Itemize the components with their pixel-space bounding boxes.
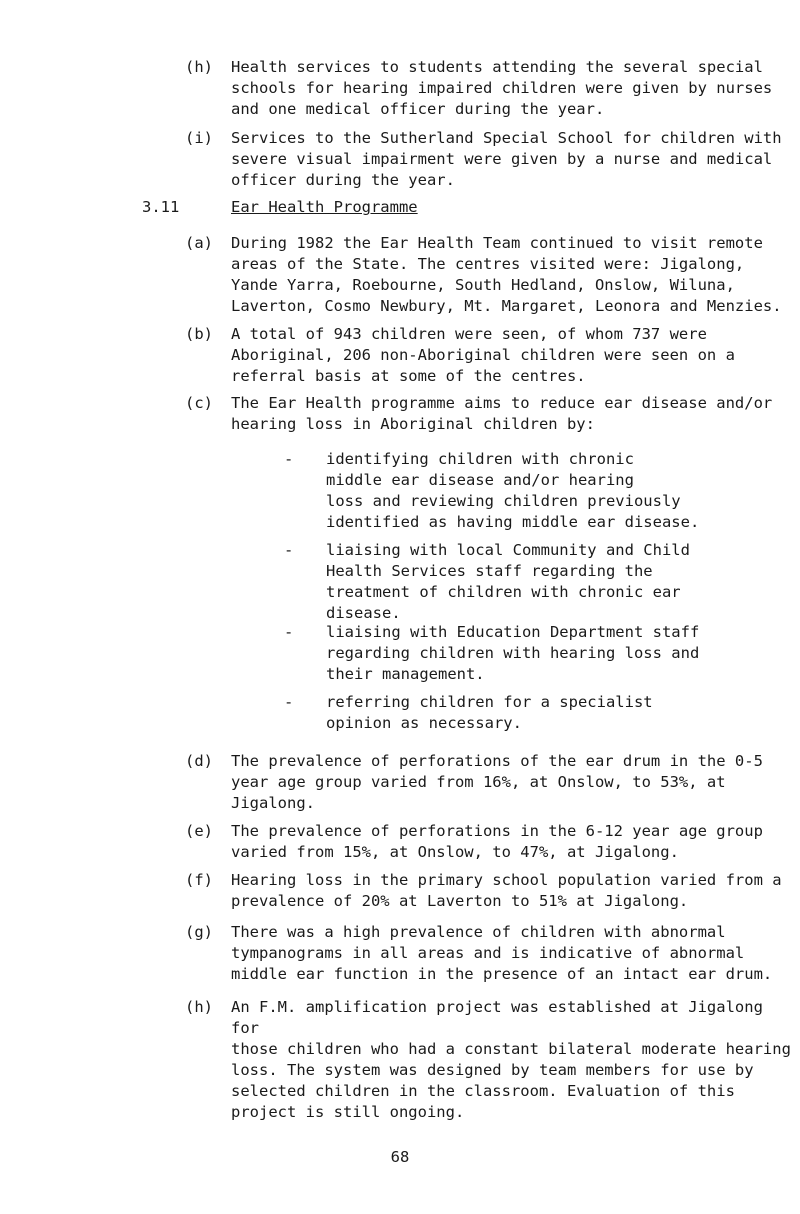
bullet-dash: - [284,693,294,711]
bullet-text: liaising with Education Department staff regarding children with hearing loss and their management. [326,623,700,683]
item-label: (f) [185,871,213,889]
item-text: Services to the Sutherland Special School for children with severe visual impairment were given by a nurse and medical officer during the year. [231,129,782,189]
bullet-dash: - [284,541,294,559]
section-title: Ear Health Programme [231,198,418,216]
item-label: (h) [185,998,213,1016]
item-label: (c) [185,394,213,412]
bullet-dash: - [284,450,294,468]
item-label: (g) [185,923,213,941]
item-text: Health services to students attending the several special schools for hearing impaired children were given by nurses and one medical officer during the year. [231,58,773,118]
item-label: (h) [185,58,213,76]
item-text: An F.M. amplification project was established at Jigalong for those children who had a constant bilateral moderate hearing loss. The system was designed by team members for use by selected children in the classroom. Evaluation of this project is still ongoing. [231,998,791,1121]
item-text: There was a high prevalence of children with abnormal tympanograms in all areas and is indicative of abnormal middle ear function in the presence of an intact ear drum. [231,923,773,983]
item-text: During 1982 the Ear Health Team continued to visit remote areas of the State. The centres visited were: Jigalong, Yande Yarra, Roebourne, South Hedland, Onslow, Wiluna, Laverton, Cosmo Newbury, Mt. Margaret, Leonora and Menzies. [231,234,782,315]
item-text: Hearing loss in the primary school population varied from a prevalence of 20% at Laverton to 51% at Jigalong. [231,871,782,910]
bullet-text: identifying children with chronic middle ear disease and/or hearing loss and reviewing children previously identified as having middle ear disease. [326,450,700,531]
item-label: (i) [185,129,213,147]
item-label: (b) [185,325,213,343]
item-label: (a) [185,234,213,252]
item-label: (e) [185,822,213,840]
item-text: The Ear Health programme aims to reduce ear disease and/or hearing loss in Aboriginal children by: [231,394,773,433]
item-text: The prevalence of perforations of the ear drum in the 0-5 year age group varied from 16%, at Onslow, to 53%, at Jigalong. [231,752,763,812]
bullet-text: liaising with local Community and Child Health Services staff regarding the treatment of children with chronic ear disease. [326,541,690,622]
section-number: 3.11 [142,198,180,216]
bullet-text: referring children for a specialist opinion as necessary. [326,693,653,732]
item-label: (d) [185,752,213,770]
bullet-dash: - [284,623,294,641]
page-number: 68 [390,1148,410,1166]
item-text: The prevalence of perforations in the 6-12 year age group varied from 15%, at Onslow, to 47%, at Jigalong. [231,822,763,861]
item-text: A total of 943 children were seen, of whom 737 were Aboriginal, 206 non-Aboriginal children were seen on a referral basis at some of the centres. [231,325,735,385]
